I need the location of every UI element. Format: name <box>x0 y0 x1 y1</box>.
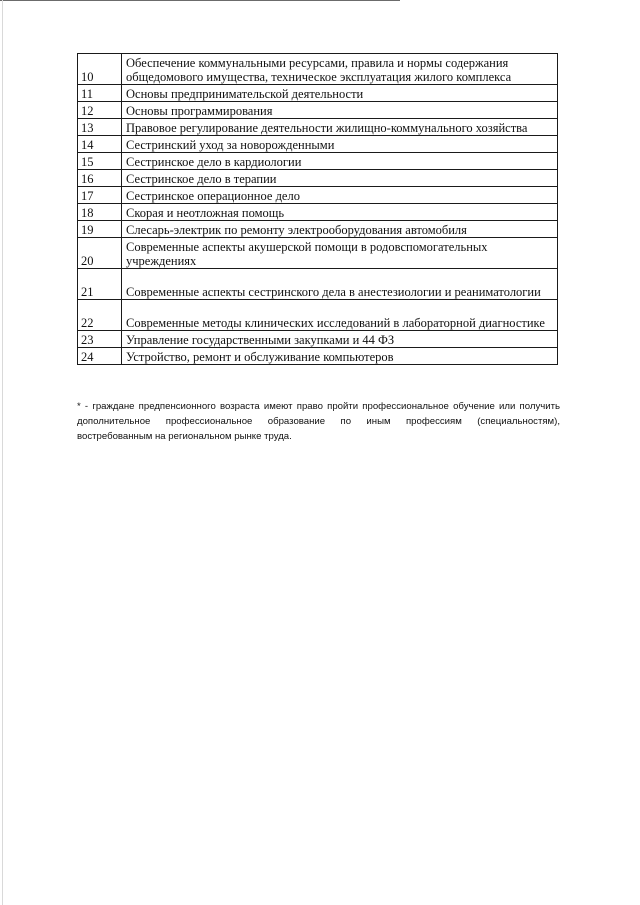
program-name: Обеспечение коммунальными ресурсами, правила и нормы содержания общедомового имущества, техническое эксплуатация жилого комплекса <box>122 54 558 85</box>
scan-edge-top <box>0 0 400 1</box>
program-name: Правовое регулирование деятельности жилищно-коммунального хозяйства <box>122 119 558 136</box>
footnote-marker: * <box>77 400 81 412</box>
scan-edge-left <box>2 0 3 905</box>
table-row <box>78 221 558 238</box>
row-number: 10 <box>78 54 122 85</box>
table-row <box>78 187 558 204</box>
row-number: 21 <box>78 269 122 300</box>
table-row <box>78 348 558 365</box>
program-name: Скорая и неотложная помощь <box>122 204 558 221</box>
row-number: 22 <box>78 300 122 331</box>
program-name: Сестринское дело в кардиологии <box>122 153 558 170</box>
table-row <box>78 119 558 136</box>
table-row <box>78 102 558 119</box>
table-row <box>78 170 558 187</box>
row-number: 19 <box>78 221 122 238</box>
program-name: Сестринский уход за новорожденными <box>122 136 558 153</box>
row-number: 16 <box>78 170 122 187</box>
table-row <box>78 331 558 348</box>
program-name: Слесарь-электрик по ремонту электрооборудования автомобиля <box>122 221 558 238</box>
program-name: Современные методы клинических исследований в лабораторной диагностике <box>122 300 558 331</box>
program-name: Современные аспекты акушерской помощи в родовспомогательных учреждениях <box>122 238 558 269</box>
program-name: Устройство, ремонт и обслуживание компьютеров <box>122 348 558 365</box>
footnote-text: - граждане предпенсионного возраста имеют право пройти профессиональное обучение или получить дополнительное профессиональное образование по иным профессиям (специальностям), востребованным на региональном рынке труда. <box>77 400 560 442</box>
program-name: Основы программирования <box>122 102 558 119</box>
row-number: 12 <box>78 102 122 119</box>
row-number: 15 <box>78 153 122 170</box>
program-name: Управление государственными закупками и 44 ФЗ <box>122 331 558 348</box>
row-number: 11 <box>78 85 122 102</box>
program-list-table <box>77 53 558 365</box>
table-row <box>78 85 558 102</box>
program-name: Сестринское дело в терапии <box>122 170 558 187</box>
table-row <box>78 269 558 300</box>
table-row <box>78 153 558 170</box>
table-row <box>78 136 558 153</box>
row-number: 17 <box>78 187 122 204</box>
row-number: 24 <box>78 348 122 365</box>
row-number: 23 <box>78 331 122 348</box>
table-row <box>78 238 558 269</box>
program-name: Сестринское операционное дело <box>122 187 558 204</box>
row-number: 13 <box>78 119 122 136</box>
program-name: Основы предпринимательской деятельности <box>122 85 558 102</box>
footnote <box>77 399 560 444</box>
row-number: 14 <box>78 136 122 153</box>
table-row <box>78 300 558 331</box>
table-row <box>78 54 558 85</box>
table-row <box>78 204 558 221</box>
row-number: 20 <box>78 238 122 269</box>
row-number: 18 <box>78 204 122 221</box>
program-name: Современные аспекты сестринского дела в анестезиологии и реаниматологии <box>122 269 558 300</box>
